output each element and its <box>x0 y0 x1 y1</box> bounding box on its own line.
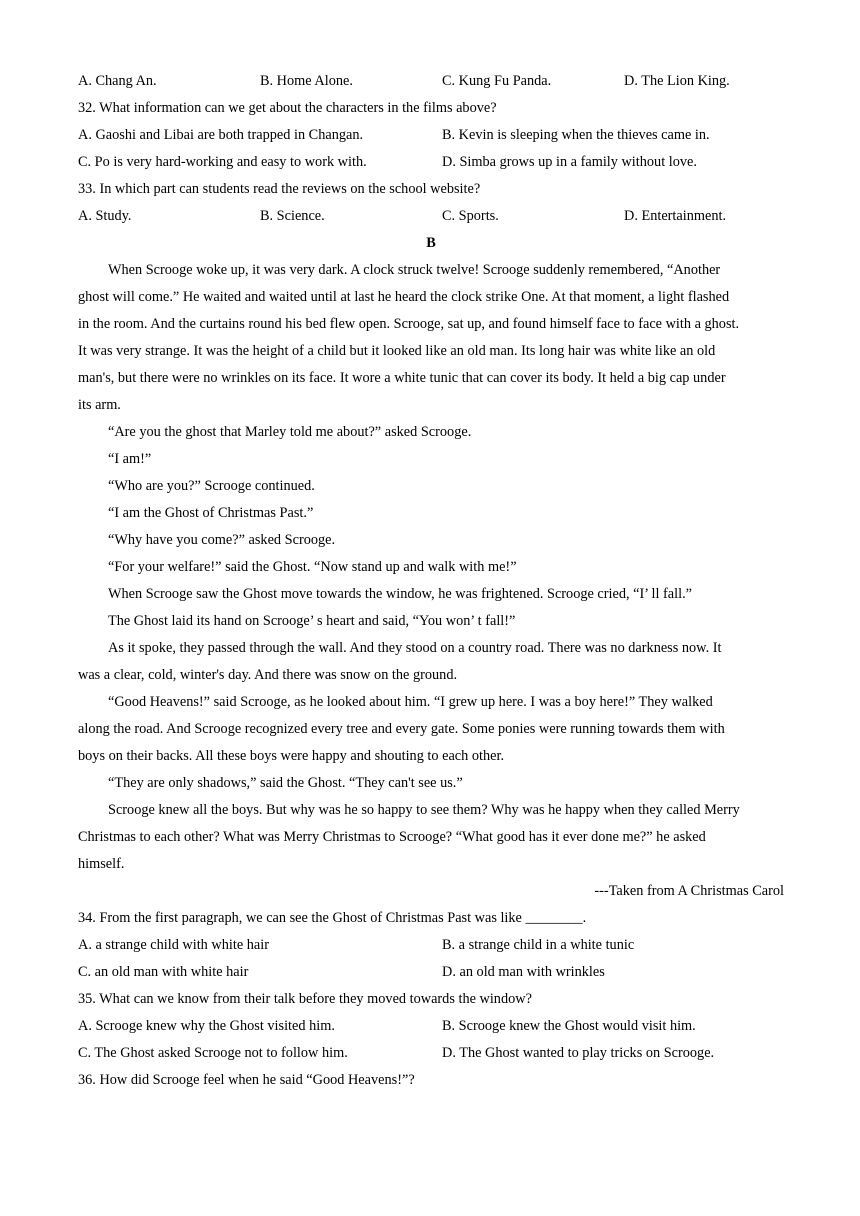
q35-option-d: D. The Ghost wanted to play tricks on Scrooge. <box>442 1045 715 1061</box>
passage-line: along the road. And Scrooge recognized every tree and every gate. Some ponies were running towards them with <box>78 721 725 737</box>
dialogue-line: “Are you the ghost that Marley told me about?” asked Scrooge. <box>108 424 472 440</box>
q35-option-c: C. The Ghost asked Scrooge not to follow him. <box>78 1045 348 1061</box>
q33-option-b: B. Science. <box>260 208 325 224</box>
q32-option-a: A. Gaoshi and Libai are both trapped in Changan. <box>78 127 364 143</box>
q34-option-a: A. a strange child with white hair <box>78 937 269 953</box>
passage-line: its arm. <box>78 397 121 413</box>
dialogue-line: “Why have you come?” asked Scrooge. <box>108 532 336 548</box>
q34-options-row1 <box>78 932 784 959</box>
dialogue-line: The Ghost laid its hand on Scrooge’ s heart and said, “You won’ t fall!” <box>108 613 516 629</box>
q35-option-b: B. Scrooge knew the Ghost would visit him. <box>442 1018 696 1034</box>
passage-line: When Scrooge woke up, it was very dark. A clock struck twelve! Scrooge suddenly remembered, “Another <box>108 262 721 278</box>
q31-option-d: D. The Lion King. <box>624 73 730 89</box>
passage-line: in the room. And the curtains round his bed flew open. Scrooge, sat up, and found himself face to face with a ghost. <box>78 316 740 332</box>
q35-stem: 35. What can we know from their talk before they moved towards the window? <box>78 991 532 1007</box>
passage-line: ghost will come.” He waited and waited until at last he heard the clock strike One. At that moment, a light flashed <box>78 289 730 305</box>
passage-line: himself. <box>78 856 125 872</box>
q35-options-row1 <box>78 1013 784 1040</box>
dialogue-line: “Who are you?” Scrooge continued. <box>108 478 315 494</box>
dialogue-line: “For your welfare!” said the Ghost. “Now stand up and walk with me!” <box>108 559 517 575</box>
q32-options-row1 <box>78 122 784 149</box>
q31-option-b: B. Home Alone. <box>260 73 353 89</box>
q34-option-c: C. an old man with white hair <box>78 964 249 980</box>
q34-option-b: B. a strange child in a white tunic <box>442 937 635 953</box>
q32-option-d: D. Simba grows up in a family without love. <box>442 154 697 170</box>
q35-options-row2 <box>78 1040 784 1067</box>
q32-option-c: C. Po is very hard-working and easy to work with. <box>78 154 367 170</box>
passage-paragraph-3 <box>78 689 784 770</box>
q35-option-a: A. Scrooge knew why the Ghost visited him. <box>78 1018 335 1034</box>
q36-stem: 36. How did Scrooge feel when he said “Good Heavens!”? <box>78 1072 415 1088</box>
q33-option-a: A. Study. <box>78 208 132 224</box>
passage-line: It was very strange. It was the height of a child but it looked like an old man. Its long hair was white like an old <box>78 343 716 359</box>
q31-option-c: C. Kung Fu Panda. <box>442 73 552 89</box>
dialogue-line: When Scrooge saw the Ghost move towards the window, he was frightened. Scrooge cried, “I’ ll fall.” <box>108 586 693 602</box>
q33-options <box>78 203 784 230</box>
q34-option-d: D. an old man with wrinkles <box>442 964 605 980</box>
passage-line: Scrooge knew all the boys. But why was he so happy to see them? Why was he happy when they called Merry <box>108 802 740 818</box>
passage-source: ---Taken from A Christmas Carol <box>594 883 784 899</box>
q34-stem: 34. From the first paragraph, we can see the Ghost of Christmas Past was like ________. <box>78 910 587 926</box>
passage-line: Christmas to each other? What was Merry Christmas to Scrooge? “What good has it ever done me?” he asked <box>78 829 706 845</box>
q32-stem: 32. What information can we get about the characters in the films above? <box>78 100 497 116</box>
passage-line: As it spoke, they passed through the wall. And they stood on a country road. There was no darkness now. It <box>108 640 722 656</box>
q32-options-row2 <box>78 149 784 176</box>
q33-option-d: D. Entertainment. <box>624 208 727 224</box>
q32-option-b: B. Kevin is sleeping when the thieves came in. <box>442 127 710 143</box>
dialogue-line: “I am the Ghost of Christmas Past.” <box>108 505 314 521</box>
passage-paragraph-2 <box>78 635 784 689</box>
q31-options <box>78 68 784 95</box>
passage-line: boys on their backs. All these boys were happy and shouting to each other. <box>78 748 505 764</box>
q33-stem: 33. In which part can students read the reviews on the school website? <box>78 181 481 197</box>
passage-line: “Good Heavens!” said Scrooge, as he looked about him. “I grew up here. I was a boy here!” They walked <box>108 694 713 710</box>
passage-line: was a clear, cold, winter's day. And there was snow on the ground. <box>78 667 458 683</box>
section-b-heading: B <box>426 235 436 251</box>
dialogue-line: “They are only shadows,” said the Ghost. “They can't see us.” <box>108 775 463 791</box>
dialogue-line: “I am!” <box>108 451 152 467</box>
exam-page <box>78 68 784 1094</box>
q33-option-c: C. Sports. <box>442 208 499 224</box>
q34-options-row2 <box>78 959 784 986</box>
passage-paragraph-4 <box>78 797 784 878</box>
passage-paragraph-1 <box>78 257 784 419</box>
q31-option-a: A. Chang An. <box>78 73 157 89</box>
passage-line: man's, but there were no wrinkles on its face. It wore a white tunic that can cover its body. It held a big cap under <box>78 370 726 386</box>
